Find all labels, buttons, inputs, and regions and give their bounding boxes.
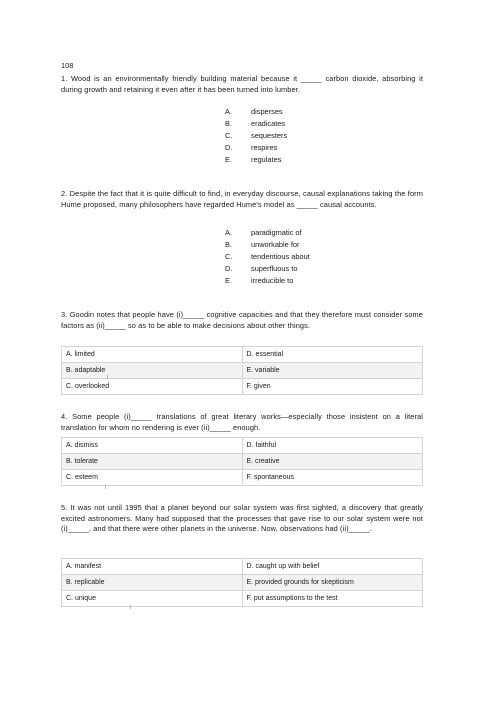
choice-d[interactable]: D. caught up with belief (242, 559, 423, 575)
text-cursor-mark: I (105, 485, 107, 491)
text-cursor-mark: I (107, 375, 109, 381)
choice-d[interactable]: D. faithful (242, 438, 423, 454)
question-2-text: 2. Despite the fact that it is quite difficult to find, in everyday discourse, causal explanations taking the form Hume proposed, many philosophers have regarded Hume’s model as _____ causal accounts. (61, 189, 423, 209)
question-1-options (225, 106, 287, 166)
choice-f[interactable]: F. put assumptions to the test (242, 591, 423, 607)
choice-c[interactable]: C. unique (62, 591, 243, 607)
choice-b[interactable]: B. adaptable (62, 363, 243, 379)
question-2-options (225, 227, 310, 287)
option-e[interactable]: E. regulates (225, 155, 282, 164)
page-number: 108 (61, 61, 74, 70)
option-c[interactable]: C. tendentious about (225, 252, 310, 261)
choice-a[interactable]: A. limited (62, 347, 243, 363)
choice-d[interactable]: D. essential (242, 347, 423, 363)
question-3-text: 3. Goodin notes that people have (i)_____ cognitive capacities and that they therefore must consider some factors as (ii)_____ so as to be able to make decisions about other things. (61, 310, 423, 330)
choice-c[interactable]: C. esteem (62, 470, 243, 486)
text-cursor-mark: I (130, 605, 132, 611)
option-e[interactable]: E. irreducible to (225, 276, 294, 285)
choice-b[interactable]: B. replicable (62, 575, 243, 591)
option-b[interactable]: B. eradicates (225, 119, 286, 128)
question-4-answer-table (61, 437, 423, 486)
question-5-text: 5. It was not until 1995 that a planet beyond our solar system was first sighted, a discovery that greatly excited astronomers. Many had supposed that the processes that gave rise to our solar system were not (i)_____, and that there were other planets in the universe. Now, observations had (ii)_____. (61, 503, 423, 534)
choice-b[interactable]: B. tolerate (62, 454, 243, 470)
option-a[interactable]: A. disperses (225, 107, 283, 116)
choice-f[interactable]: F. given (242, 379, 423, 395)
choice-a[interactable]: A. dismiss (62, 438, 243, 454)
question-3-answer-table (61, 346, 423, 395)
question-1-text: 1. Wood is an environmentally friendly building material because it _____ carbon dioxide, absorbing it during growth and retaining it even after it has been turned into lumber. (61, 74, 423, 94)
choice-e[interactable]: E. variable (242, 363, 423, 379)
option-b[interactable]: B. unworkable for (225, 240, 300, 249)
option-d[interactable]: D. respires (225, 143, 278, 152)
choice-e[interactable]: E. provided grounds for skepticism (242, 575, 423, 591)
choice-e[interactable]: E. creative (242, 454, 423, 470)
question-5-answer-table (61, 558, 423, 607)
option-d[interactable]: D. superfluous to (225, 264, 298, 273)
option-a[interactable]: A. paradigmatic of (225, 228, 302, 237)
question-4-text: 4. Some people (i)_____ translations of great literary works—especially those insistent on a literal translation for whom no rendering is ever (ii)_____ enough. (61, 412, 423, 432)
option-c[interactable]: C. sequesters (225, 131, 288, 140)
choice-f[interactable]: F. spontaneous (242, 470, 423, 486)
choice-c[interactable]: C. overlooked (62, 379, 243, 395)
choice-a[interactable]: A. manifest (62, 559, 243, 575)
